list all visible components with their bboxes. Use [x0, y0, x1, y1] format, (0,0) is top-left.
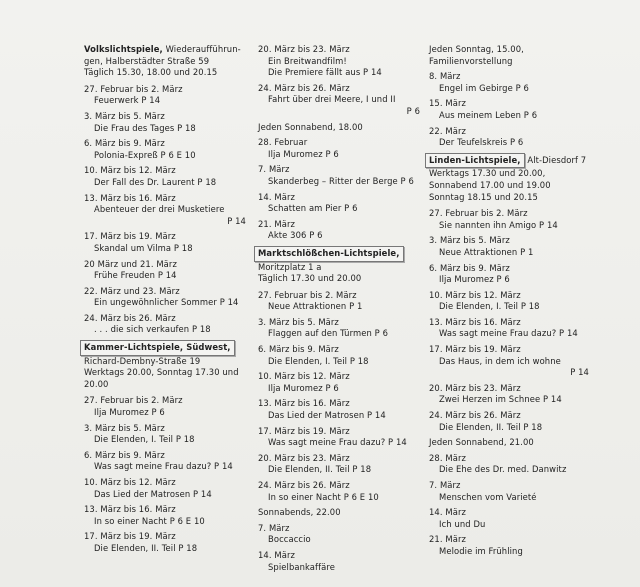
entry-date: 15. März	[429, 98, 466, 109]
schedule-list	[429, 71, 589, 149]
schedule-list	[258, 523, 420, 573]
entry-date: 27. Februar bis 2. März	[258, 289, 357, 300]
entry-date: 24. März bis 26. März	[84, 312, 176, 323]
entry-title: Skandal um Vilma P 18	[94, 242, 193, 253]
entry-date: 27. Februar bis 2. März	[84, 395, 183, 406]
entry-date: 17. März bis 19. März	[84, 231, 176, 242]
venue-address: Richard-Dembny-Straße 19	[84, 355, 201, 366]
note-saturday: Jeden Sonnabend, 21.00	[429, 437, 534, 448]
venue-times: Werktags 20.00, Sonntag 17.30 und	[84, 367, 239, 378]
column-1	[84, 44, 246, 559]
schedule-entry	[258, 44, 420, 79]
venue-times-cont: 20.00	[84, 378, 109, 389]
entry-date: 22. März	[429, 125, 466, 136]
schedule-entry	[258, 317, 420, 340]
entry-date: 8. März	[429, 71, 461, 82]
entry-date: 6. März bis 9. März	[84, 138, 165, 149]
note-saturday: Jeden Sonnabend, 18.00	[258, 121, 363, 132]
entry-date: 24. März bis 26. März	[429, 410, 521, 421]
entry-title-cont: P 14	[570, 367, 589, 378]
venue-times: Täglich 15.30, 18.00 und 20.15	[84, 67, 218, 78]
schedule-entry	[258, 453, 420, 476]
entry-title: . . . die sich verkaufen P 18	[94, 324, 211, 335]
entry-date: 10. März bis 12. März	[84, 477, 176, 487]
venue-name: Marktschlößchen-Lichtspiele,	[254, 246, 404, 262]
entry-title: Neue Attraktionen P 1	[439, 246, 534, 257]
entry-date: 10. März bis 12. März	[429, 289, 521, 300]
entry-title: Engel im Gebirge P 6	[439, 82, 529, 93]
schedule-entry	[258, 523, 420, 546]
venue-kammer-lichtspiele	[84, 340, 246, 390]
entry-title: Ilja Muromez P 6	[94, 407, 165, 418]
entry-date: 14. März	[258, 191, 295, 202]
entry-date: 6. März bis 9. März	[429, 262, 510, 273]
entry-date: 7. März	[258, 164, 290, 175]
venue-address: Moritzplatz 1 a	[258, 261, 322, 272]
venue-times: Täglich 17.30 und 20.00	[258, 273, 362, 284]
entry-date: 6. März bis 9. März	[258, 344, 339, 355]
entry-title: Die Elenden, I. Teil P 18	[94, 434, 195, 445]
entry-date: 17. März bis 19. März	[84, 531, 176, 542]
venue-name: Kammer-Lichtspiele, Südwest,	[80, 340, 235, 356]
entry-date: 3. März bis 5. März	[84, 422, 165, 433]
schedule-list	[258, 44, 420, 118]
entry-title: Das Lied der Matrosen P 14	[268, 410, 386, 421]
entry-title: Die Frau des Tages P 18	[94, 122, 196, 133]
entry-date: 21. März	[258, 218, 295, 229]
note-line: Jeden Sonntag, 15.00,	[429, 44, 524, 54]
entry-title: Polonia-Expreß P 6 E 10	[94, 149, 196, 160]
schedule-entry	[84, 313, 246, 336]
entry-title: Die Elenden, II. Teil P 18	[439, 421, 543, 432]
schedule-entry	[429, 383, 589, 406]
entry-title: Boccaccio	[268, 534, 311, 545]
schedule-entry	[429, 208, 589, 231]
schedule-entry	[84, 286, 246, 309]
venue-volkslichtspiele	[84, 44, 246, 79]
entry-date: 20. März bis 23. März	[258, 452, 350, 463]
entry-title: Das Lied der Matrosen P 14	[94, 488, 212, 499]
schedule-entry	[429, 263, 589, 286]
schedule-entry	[84, 165, 246, 188]
entry-title: Das Haus, in dem ich wohne	[439, 355, 561, 366]
entry-title: Ein ungewöhnlicher Sommer P 14	[94, 297, 239, 308]
schedule-entry	[84, 450, 246, 473]
entry-title: Zwei Herzen im Schnee P 14	[439, 394, 562, 405]
venue-subtitle: Wiederaufführun-	[165, 44, 241, 54]
entry-title: Der Teufelskreis P 6	[439, 137, 524, 148]
entry-title: Menschen vom Varieté	[439, 491, 537, 502]
entry-title: Was sagt meine Frau dazu? P 14	[439, 328, 578, 339]
entry-date: 21. März	[429, 534, 466, 545]
venue-times: Sonntag 18.15 und 20.15	[429, 191, 538, 202]
venue-times: Sonnabend 17.00 und 19.00	[429, 179, 551, 190]
schedule-entry	[258, 371, 420, 394]
schedule-entry	[84, 395, 246, 418]
schedule-entry	[84, 231, 246, 254]
venue-marktschloesschen	[258, 246, 420, 285]
entry-title: Ilja Muromez P 6	[268, 148, 339, 159]
entry-date: 7. März	[429, 480, 461, 490]
schedule-entry	[84, 111, 246, 134]
entry-title: Die Ehe des Dr. med. Danwitz	[439, 464, 567, 475]
note-line: Familienvorstellung	[429, 55, 513, 66]
entry-date: 14. März	[258, 549, 295, 560]
schedule-entry	[84, 477, 246, 500]
entry-date: 27. Februar bis 2. März	[84, 83, 183, 94]
entry-title: Neue Attraktionen P 1	[268, 301, 363, 312]
entry-title: Ilja Muromez P 6	[439, 274, 510, 285]
note-saturdays: Sonnabends, 22.00	[258, 507, 341, 518]
schedule-entry	[258, 398, 420, 421]
entry-title: Die Elenden, I. Teil P 18	[268, 355, 369, 366]
entry-title: In so einer Nacht P 6 E 10	[94, 515, 205, 526]
venue-name: Volkslichtspiele,	[84, 44, 163, 54]
entry-title: Schatten am Pier P 6	[268, 203, 358, 214]
entry-title-cont: P 14	[227, 215, 246, 226]
schedule-entry	[429, 317, 589, 340]
entry-date: 20. März bis 23. März	[258, 44, 350, 54]
schedule-entry	[429, 410, 589, 433]
entry-date: 24. März bis 26. März	[258, 480, 350, 490]
entry-title: Fahrt über drei Meere, I und II	[268, 94, 396, 105]
entry-title: Flaggen auf den Türmen P 6	[268, 328, 389, 339]
entry-date: 3. März bis 5. März	[258, 316, 339, 327]
entry-title: Sie nannten ihn Amigo P 14	[439, 219, 558, 230]
entry-title-cont: Die Premiere fällt aus P 14	[268, 67, 382, 78]
entry-title: Die Elenden, II. Teil P 18	[268, 464, 372, 475]
entry-date: 28. März	[429, 452, 466, 463]
schedule-entry	[429, 98, 589, 121]
schedule-entry	[258, 550, 420, 573]
entry-date: 13. März bis 16. März	[258, 398, 350, 409]
entry-date: 28. Februar	[258, 137, 308, 148]
entry-title-cont: P 6	[406, 105, 420, 116]
schedule-entry	[429, 290, 589, 313]
entry-date: 6. März bis 9. März	[84, 449, 165, 460]
schedule-entry	[429, 534, 589, 557]
entry-title: Skanderbeg – Ritter der Berge P 6	[268, 175, 414, 186]
entry-date: 20. März bis 23. März	[429, 382, 521, 393]
entry-title: Feuerwerk P 14	[94, 95, 161, 106]
entry-title: In so einer Nacht P 6 E 10	[268, 491, 379, 502]
schedule-list	[84, 395, 246, 554]
schedule-entry	[84, 259, 246, 282]
entry-date: 27. Februar bis 2. März	[429, 208, 528, 219]
schedule-entry	[429, 126, 589, 149]
entry-date: 13. März bis 16. März	[84, 504, 176, 515]
schedule-entry	[84, 193, 246, 228]
venue-address: Alt-Diesdorf 7	[527, 154, 587, 165]
schedule-entry	[429, 507, 589, 530]
entry-date: 17. März bis 19. März	[429, 344, 521, 355]
column-3	[429, 44, 589, 562]
entry-title: Was sagt meine Frau dazu? P 14	[94, 461, 233, 472]
schedule-list	[429, 453, 589, 558]
venue-name: Linden-Lichtspiele,	[425, 153, 525, 169]
entry-title: Aus meinem Leben P 6	[439, 109, 538, 120]
entry-date: 22. März und 23. März	[84, 285, 180, 296]
schedule-entry	[258, 192, 420, 215]
schedule-entry	[429, 453, 589, 476]
entry-date: 20 März und 21. März	[84, 258, 177, 269]
schedule-entry	[84, 504, 246, 527]
schedule-entry	[258, 137, 420, 160]
entry-title: Akte 306 P 6	[268, 230, 323, 241]
schedule-entry	[258, 290, 420, 313]
schedule-entry	[429, 235, 589, 258]
venue-linden-lichtspiele	[429, 153, 589, 203]
schedule-list	[429, 208, 589, 433]
schedule-entry	[429, 480, 589, 503]
schedule-entry	[84, 84, 246, 107]
entry-date: 10. März bis 12. März	[84, 165, 176, 176]
venue-address: gen, Halberstädter Straße 59	[84, 55, 210, 66]
entry-title: Die Elenden, I. Teil P 18	[439, 301, 540, 312]
entry-date: 7. März	[258, 522, 290, 533]
entry-date: 3. März bis 5. März	[429, 235, 510, 246]
entry-date: 10. März bis 12. März	[258, 371, 350, 382]
entry-date: 13. März bis 16. März	[84, 192, 176, 203]
schedule-entry	[84, 423, 246, 446]
schedule-entry	[258, 164, 420, 187]
entry-title: Ilja Muromez P 6	[268, 382, 339, 393]
entry-date: 14. März	[429, 507, 466, 518]
schedule-entry	[258, 480, 420, 503]
entry-title: Spielbankaffäre	[268, 561, 335, 572]
entry-date: 3. März bis 5. März	[84, 110, 165, 121]
schedule-list	[84, 84, 246, 336]
entry-date: 17. März bis 19. März	[258, 425, 350, 436]
entry-date: 13. März bis 16. März	[429, 316, 521, 327]
note-sunday	[429, 44, 589, 67]
schedule-entry	[429, 71, 589, 94]
schedule-entry	[84, 138, 246, 161]
schedule-entry	[84, 531, 246, 554]
schedule-list	[258, 137, 420, 242]
entry-title: Was sagt meine Frau dazu? P 14	[268, 437, 407, 448]
schedule-entry	[258, 344, 420, 367]
entry-title: Melodie im Frühling	[439, 545, 523, 556]
entry-title: Die Elenden, II. Teil P 18	[94, 542, 198, 553]
entry-title: Ein Breitwandfilm!	[268, 55, 347, 66]
schedule-list	[258, 290, 420, 504]
schedule-entry	[258, 83, 420, 118]
schedule-entry	[258, 219, 420, 242]
column-2	[258, 44, 420, 577]
venue-times: Werktags 17.30 und 20.00,	[429, 168, 546, 179]
entry-title: Der Fall des Dr. Laurent P 18	[94, 176, 217, 187]
schedule-entry	[258, 426, 420, 449]
entry-date: 24. März bis 26. März	[258, 82, 350, 93]
entry-title: Ich und Du	[439, 518, 486, 529]
entry-title: Frühe Freuden P 14	[94, 270, 177, 281]
schedule-entry	[429, 344, 589, 379]
entry-title: Abenteuer der drei Musketiere	[94, 204, 225, 215]
